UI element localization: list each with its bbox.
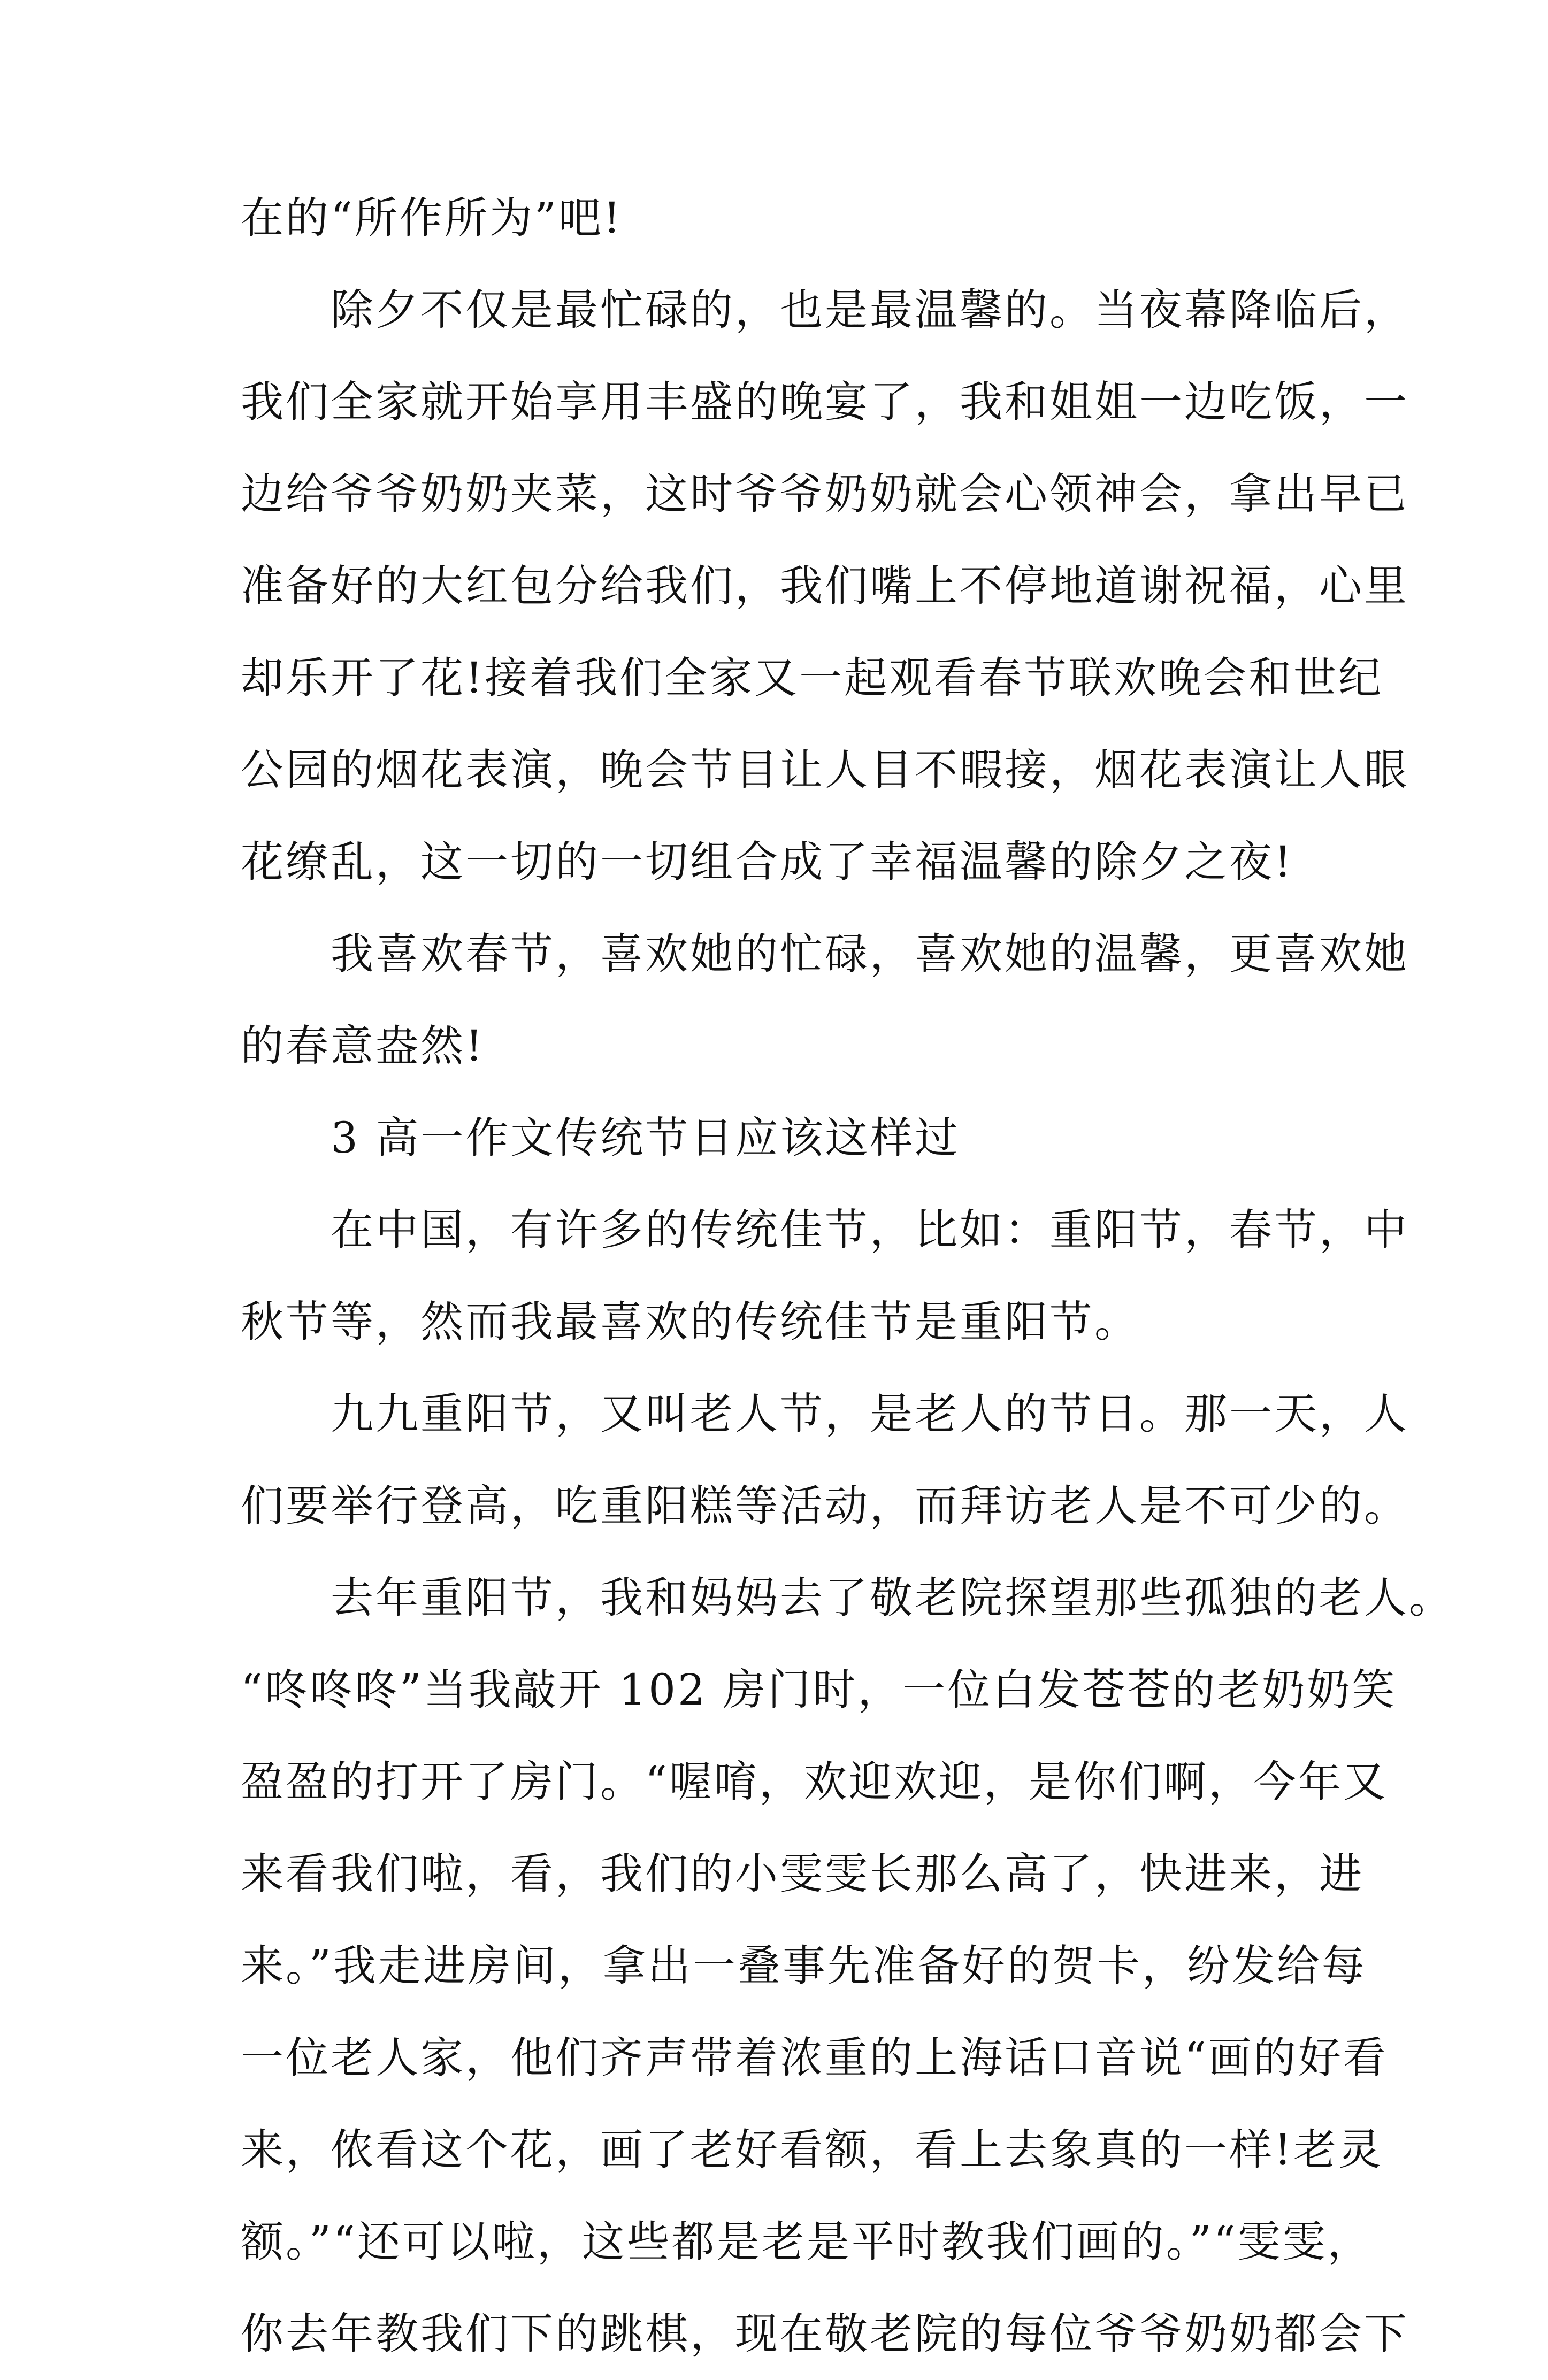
text-line: 来。”我走进房间，拿出一叠事先准备好的贺卡，纷发给每 bbox=[241, 1941, 1367, 1991]
text-line: 一位老人家，他们齐声带着浓重的上海话口音说“画的好看 bbox=[241, 2033, 1388, 2083]
text-line: 九九重阳节，又叫老人节，是老人的节日。那一天，人 bbox=[331, 1389, 1409, 1439]
text-line: 3 高一作文传统节日应该这样过 bbox=[331, 1113, 960, 1163]
text-line: 秋节等，然而我最喜欢的传统佳节是重阳节。 bbox=[241, 1297, 1139, 1347]
text-line: 来，侬看这个花，画了老好看额，看上去象真的一样!老灵 bbox=[241, 2125, 1384, 2175]
text-line: 的春意盎然! bbox=[241, 1021, 485, 1071]
text-line: 我们全家就开始享用丰盛的晚宴了，我和姐姐一边吃饭，一 bbox=[241, 377, 1409, 427]
text-line: 我喜欢春节，喜欢她的忙碌，喜欢她的温馨，更喜欢她 bbox=[331, 929, 1409, 979]
text-line: 你去年教我们下的跳棋，现在敬老院的每位爷爷奶奶都会下 bbox=[241, 2309, 1409, 2359]
text-line: 们要举行登高，吃重阳糕等活动，而拜访老人是不可少的。 bbox=[241, 1481, 1409, 1531]
text-line: “咚咚咚”当我敲开 102 房门时，一位白发苍苍的老奶奶笑 bbox=[241, 1665, 1397, 1715]
article-body bbox=[241, 172, 1454, 2380]
text-line: 在的“所作所为”吧! bbox=[241, 193, 623, 243]
text-line: 来看我们啦，看，我们的小雯雯长那么高了，快进来，进 bbox=[241, 1849, 1364, 1899]
text-line: 盈盈的打开了房门。“喔唷，欢迎欢迎，是你们啊，今年又 bbox=[241, 1757, 1388, 1807]
text-line: 却乐开了花!接着我们全家又一起观看春节联欢晚会和世纪 bbox=[241, 653, 1384, 703]
text-line: 准备好的大红包分给我们，我们嘴上不停地道谢祝福，心里 bbox=[241, 561, 1409, 611]
text-line: 额。”“还可以啦，这些都是老是平时教我们画的。”“雯雯， bbox=[241, 2217, 1373, 2267]
text-line: 去年重阳节，我和妈妈去了敬老院探望那些孤独的老人。 bbox=[331, 1573, 1454, 1623]
text-line: 公园的烟花表演，晚会节目让人目不暇接，烟花表演让人眼 bbox=[241, 745, 1409, 795]
text-line: 边给爷爷奶奶夹菜，这时爷爷奶奶就会心领神会，拿出早已 bbox=[241, 469, 1409, 519]
text-line: 除夕不仅是最忙碌的，也是最温馨的。当夜幕降临后， bbox=[331, 285, 1409, 335]
text-line: 花缭乱，这一切的一切组合成了幸福温馨的除夕之夜! bbox=[241, 837, 1294, 887]
text-line: 在中国，有许多的传统佳节，比如：重阳节，春节，中 bbox=[331, 1205, 1409, 1255]
